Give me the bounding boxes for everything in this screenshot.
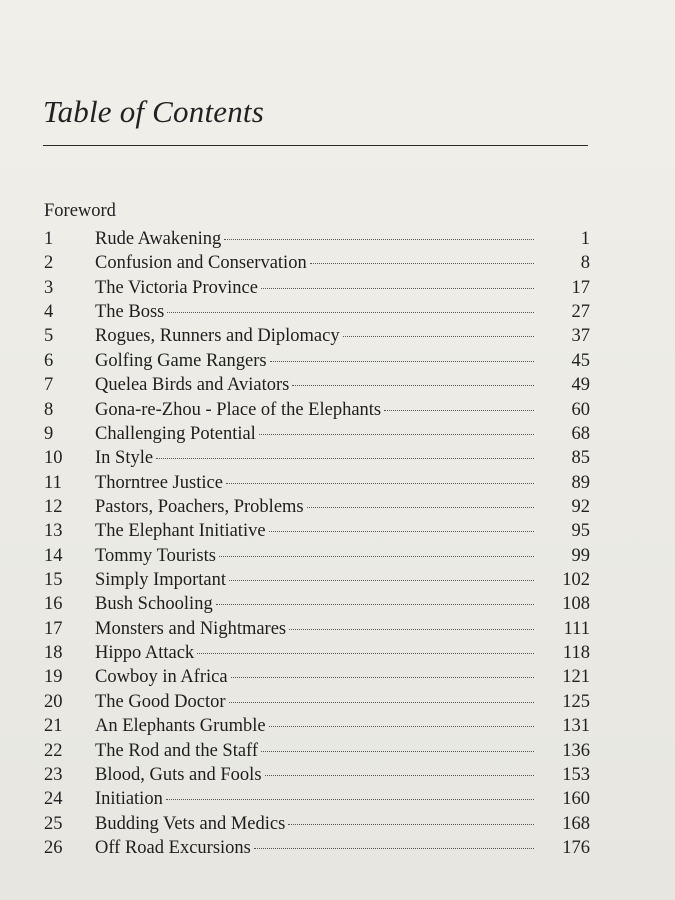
chapter-title: The Good Doctor xyxy=(95,691,226,712)
chapter-title: Thorntree Justice xyxy=(95,472,223,493)
chapter-number: 17 xyxy=(44,618,63,639)
page-number: 85 xyxy=(571,448,590,469)
chapter-number: 25 xyxy=(44,813,63,834)
page-number: 102 xyxy=(562,570,590,591)
dot-leader xyxy=(197,652,534,654)
chapter-title: The Elephant Initiative xyxy=(95,521,266,542)
chapter-number: 3 xyxy=(44,277,54,298)
toc-row xyxy=(44,836,590,860)
toc-row xyxy=(44,641,590,665)
chapter-title: Pastors, Poachers, Problems xyxy=(95,496,304,517)
dot-leader xyxy=(269,530,534,532)
chapter-number: 5 xyxy=(44,326,54,347)
chapter-number: 9 xyxy=(44,423,54,444)
page-number: 60 xyxy=(571,399,590,420)
toc-row xyxy=(44,617,590,641)
chapter-title: Cowboy in Africa xyxy=(95,667,228,688)
dot-leader xyxy=(259,433,534,435)
dot-leader xyxy=(224,238,534,240)
chapter-number: 2 xyxy=(44,253,54,274)
toc-list xyxy=(44,227,590,860)
chapter-number: 10 xyxy=(44,448,63,469)
chapter-number: 20 xyxy=(44,691,63,712)
title-rule xyxy=(43,145,588,146)
toc-row xyxy=(44,714,590,738)
page-number: 49 xyxy=(571,375,590,396)
toc-row xyxy=(44,812,590,836)
toc-row xyxy=(44,568,590,592)
chapter-number: 21 xyxy=(44,716,63,737)
chapter-number: 6 xyxy=(44,350,54,371)
chapter-title: Quelea Birds and Aviators xyxy=(95,375,290,396)
chapter-number: 22 xyxy=(44,740,63,761)
dot-leader xyxy=(261,750,534,752)
chapter-number: 19 xyxy=(44,667,63,688)
dot-leader xyxy=(288,823,534,825)
chapter-title: Challenging Potential xyxy=(95,423,256,444)
chapter-title: Monsters and Nightmares xyxy=(95,618,287,639)
chapter-title: In Style xyxy=(95,448,154,469)
page-number: 37 xyxy=(571,326,590,347)
toc-row xyxy=(44,373,590,397)
chapter-title: The Boss xyxy=(95,302,165,323)
dot-leader xyxy=(219,555,534,557)
page-number: 176 xyxy=(562,837,590,858)
chapter-number: 8 xyxy=(44,399,54,420)
dot-leader xyxy=(229,579,534,581)
dot-leader xyxy=(310,262,534,264)
chapter-title: Off Road Excursions xyxy=(95,837,251,858)
dot-leader xyxy=(261,287,534,289)
page-title: Table of Contents xyxy=(43,94,265,129)
chapter-title: Rogues, Runners and Diplomacy xyxy=(95,326,340,347)
toc-row xyxy=(44,763,590,787)
chapter-title: Initiation xyxy=(95,789,163,810)
dot-leader xyxy=(156,457,534,459)
chapter-number: 1 xyxy=(44,229,54,249)
chapter-title: Hippo Attack xyxy=(95,643,195,664)
chapter-title: An Elephants Grumble xyxy=(95,716,266,737)
dot-leader xyxy=(269,725,534,727)
page-number: 111 xyxy=(563,618,590,639)
page-number: 95 xyxy=(571,521,590,542)
chapter-title: The Victoria Province xyxy=(95,277,258,298)
chapter-title: Simply Important xyxy=(95,570,227,591)
dot-leader xyxy=(229,701,535,703)
dot-leader xyxy=(254,847,534,849)
dot-leader xyxy=(216,603,534,605)
foreword-label: Foreword xyxy=(44,201,116,221)
page-number: 131 xyxy=(562,716,590,737)
dot-leader xyxy=(270,360,534,362)
chapter-number: 15 xyxy=(44,570,63,591)
dot-leader xyxy=(289,628,534,630)
toc-row xyxy=(44,665,590,689)
chapter-title: Tommy Tourists xyxy=(95,545,216,566)
chapter-number: 4 xyxy=(44,302,54,323)
toc-row xyxy=(44,349,590,373)
toc-row xyxy=(44,422,590,446)
toc-row xyxy=(44,324,590,348)
toc-row xyxy=(44,446,590,470)
chapter-title: Confusion and Conservation xyxy=(95,253,307,274)
dot-leader xyxy=(343,335,534,337)
page-number: 89 xyxy=(571,472,590,493)
chapter-number: 16 xyxy=(44,594,63,615)
chapter-title: Gona-re-Zhou - Place of the Elephants xyxy=(95,399,382,420)
toc-row xyxy=(44,690,590,714)
page-number: 153 xyxy=(562,764,590,785)
chapter-title: Rude Awakening xyxy=(95,229,222,249)
page-number: 45 xyxy=(571,350,590,371)
toc-row xyxy=(44,227,590,251)
dot-leader xyxy=(307,506,534,508)
page-number: 92 xyxy=(571,496,590,517)
chapter-title: The Rod and the Staff xyxy=(95,740,259,761)
chapter-number: 24 xyxy=(44,789,63,810)
dot-leader xyxy=(265,774,534,776)
toc-row xyxy=(44,544,590,568)
page-number: 27 xyxy=(571,302,590,323)
chapter-title: Golfing Game Rangers xyxy=(95,350,267,371)
dot-leader xyxy=(166,798,534,800)
page-number: 8 xyxy=(580,253,590,274)
page-number: 68 xyxy=(571,423,590,444)
toc-row xyxy=(44,592,590,616)
page-number: 136 xyxy=(562,740,590,761)
page-number: 168 xyxy=(562,813,590,834)
chapter-number: 26 xyxy=(44,837,63,858)
page-number: 99 xyxy=(571,545,590,566)
page-number: 121 xyxy=(562,667,590,688)
toc-row xyxy=(44,739,590,763)
toc-row xyxy=(44,495,590,519)
toc-row xyxy=(44,519,590,543)
page-number: 17 xyxy=(571,277,590,298)
page-number: 160 xyxy=(562,789,590,810)
chapter-number: 14 xyxy=(44,545,63,566)
toc-row xyxy=(44,471,590,495)
page-number: 125 xyxy=(562,691,590,712)
dot-leader xyxy=(292,384,534,386)
toc-row xyxy=(44,787,590,811)
chapter-title: Budding Vets and Medics xyxy=(95,813,286,834)
page-number: 118 xyxy=(562,643,590,664)
chapter-number: 13 xyxy=(44,521,63,542)
dot-leader xyxy=(384,409,534,411)
toc-row xyxy=(44,398,590,422)
toc-row xyxy=(44,300,590,324)
page-number: 108 xyxy=(562,594,590,615)
toc-row xyxy=(44,251,590,275)
chapter-number: 11 xyxy=(44,472,62,493)
chapter-number: 18 xyxy=(44,643,63,664)
chapter-title: Blood, Guts and Fools xyxy=(95,764,262,785)
dot-leader xyxy=(167,311,534,313)
dot-leader xyxy=(226,482,534,484)
chapter-title: Bush Schooling xyxy=(95,594,213,615)
page-number: 1 xyxy=(580,229,590,249)
toc-row xyxy=(44,276,590,300)
chapter-number: 12 xyxy=(44,496,63,517)
chapter-number: 7 xyxy=(44,375,54,396)
chapter-number: 23 xyxy=(44,764,63,785)
dot-leader xyxy=(231,676,534,678)
